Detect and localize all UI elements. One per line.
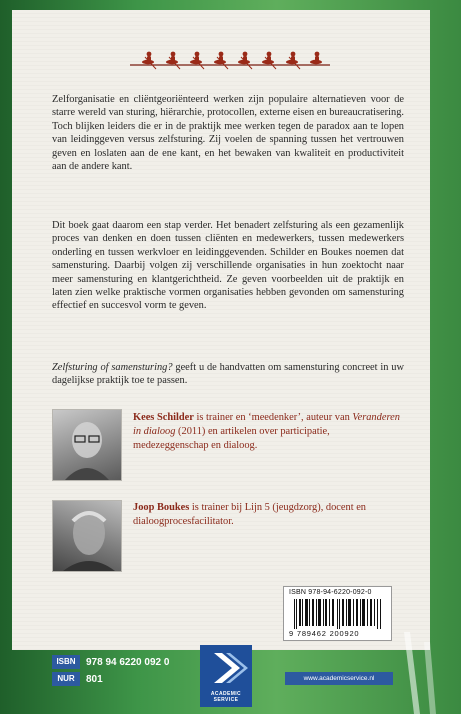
publisher-url: www.academicservice.nl [285,672,393,685]
isbn-value: 978 94 6220 092 0 [86,656,170,668]
bio-text: (2011) en artikelen over participatie, medezeggenschap en dialoog. [133,426,330,451]
barcode-bars-icon [294,599,382,629]
author-book-title: Veranderen in dialoog [133,412,400,437]
isbn-row [52,655,169,669]
closing-paragraph [52,361,404,388]
barcode-isbn: ISBN 978-94-6220-092-0 [289,589,372,596]
author-name-joop: Joop Boukes [133,502,190,513]
portrait-icon [53,501,121,571]
logo-line-1: ACADEMIC [210,691,242,697]
portrait-icon [53,410,121,480]
closing-book-title: Zelfsturing of samensturing? [52,362,173,373]
author-name-kees: Kees Schilder [133,412,194,423]
barcode [283,586,392,641]
bio-text: is trainer bij Lijn 5 (jeugdzorg), docent en dialoogprocesfacilitator. [133,502,366,527]
author-photo-kees [52,409,122,481]
light-streaks-decoration-icon [404,632,444,714]
closing-text: geeft u de handvatten om samensturing concreet in uw dagelijkse praktijk toe te passen. [52,362,404,387]
nur-row [52,672,103,686]
author-bio-kees [133,411,405,453]
author-photo-joop [52,500,122,572]
barcode-digits: 9 789462 200920 [289,629,360,638]
intro-paragraph: Zelforganisatie en cliëntgeoriënteerd werken zijn populaire alternatieven voor de starre wereld van sturing, hiërarchie, protocollen, externe eisen en bureaucratisering. Toch blijken leiders die er in de praktijk mee werken tegen de paradox aan te lopen van leidinggeven versus zelfsturing. Zij voelen de spanning tussen het vertrouwen geven en loslaten aan de ene kant, en het bewaken van kwaliteit en productiviteit aan de andere kant. [52,94,404,173]
chevron-right-icon [200,645,252,691]
bio-text: is trainer en ‘meedenker’, auteur van [193,412,353,423]
publisher-logo [200,645,252,707]
publisher-logo-text [200,691,252,703]
nur-label: NUR [52,672,80,686]
approach-paragraph: Dit boek gaat daarom een stap verder. Het benadert zelfsturing als een gezamenlijk proces van denken en doen tussen cliënten en medewerkers, tussen medewerkers onderling en tussen werkvloer en leidinggevenden. Schilder en Boukes noemen dat samensturing. Daarbij volgen zij verschillende organisaties in hun zoektocht naar meer samensturing en klantgerichtheid. Ze geven voorbeelden uit de praktijk en laten zien welke praktische vormen organisaties hebben gevonden om samensturing effectief en succesvol vorm te geven. [52,220,404,312]
author-bio-joop [133,501,405,529]
logo-line-2: SERVICE [213,697,239,703]
isbn-label: ISBN [52,655,80,669]
rowers-decoration-icon [130,48,330,72]
nur-value: 801 [86,673,103,685]
